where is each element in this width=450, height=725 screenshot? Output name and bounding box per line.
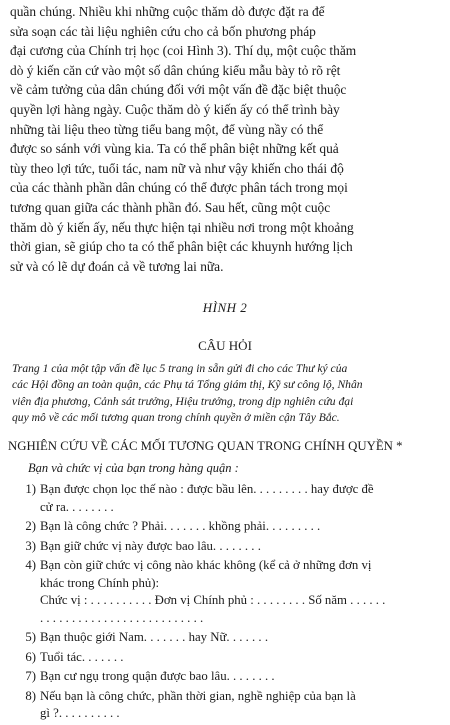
intro-line: viên địa phương, Cảnh sát trưởng, Hiệu trưởng, trong dịp nghiên cứu đại	[12, 394, 354, 408]
question-number: 1)	[25, 482, 36, 496]
paragraph-line: quyền lợi hàng ngày. Cuộc thăm dò ý kiến ấy có thể trình bày	[10, 101, 340, 117]
question-number: 7)	[25, 669, 36, 683]
intro-line: Trang 1 của một tập vấn đề lục 5 trang in sẵn gửi đi cho các Thư ký của	[12, 362, 348, 375]
questionnaire-title: CÂU HỎI	[198, 338, 252, 353]
question-item	[10, 518, 442, 536]
question-number: 4)	[25, 558, 36, 572]
question-item	[10, 688, 442, 723]
question-item	[10, 557, 442, 627]
question-text: Bạn còn giữ chức vị công nào khác không (kể cả ở những đơn vị	[40, 558, 372, 572]
paragraph-line: sử và có lẽ dự đoán cả về tương lai nữa.	[10, 258, 224, 274]
question-text: gì ?. . . . . . . . . .	[40, 706, 120, 720]
question-text: Nếu bạn là công chức, phần thời gian, nghề nghiệp của bạn là	[40, 688, 356, 703]
paragraph-line: tương quan giữa các thành phần đó. Sau hết, cũng một cuộc	[10, 199, 331, 215]
question-number: 8)	[25, 688, 36, 703]
paragraph-line: về cảm tưởng của dân chúng đối với một vấn đề đặc biệt thuộc	[10, 82, 347, 98]
section-subheading: Bạn và chức vị của bạn trong hàng quận :	[28, 461, 239, 475]
figure-title: HÌNH 2	[202, 300, 248, 315]
paragraph-line: quần chúng. Nhiều khi những cuộc thăm dò được đặt ra để	[10, 4, 325, 19]
section-heading: NGHIÊN CỨU VỀ CÁC MỐI TƯƠNG QUAN TRONG CHÍNH QUYỀN *	[8, 439, 403, 453]
question-number: 2)	[25, 519, 36, 533]
paragraph-line: dò ý kiến căn cứ vào một số dân chúng kiểu mẫu bày tỏ rõ rệt	[10, 62, 341, 78]
intro-line: các Hội đồng an toàn quận, các Phụ tá Tổng giám thị, Kỹ sư công lộ, Nhân	[12, 378, 363, 392]
question-text: Bạn cư ngụ trong quận được bao lâu. . . . . . . .	[40, 669, 275, 683]
paragraph-line: của các thành phần dân chúng có thể được phân tách trong mọi	[10, 180, 348, 196]
question-text: Bạn giữ chức vị này được bao lâu. . . . . . . .	[40, 538, 261, 553]
question-text: Bạn được chọn lọc thế nào : được bầu lên. . . . . . . . . hay được đề	[40, 482, 374, 496]
question-item	[10, 668, 442, 686]
question-text: Chức vị : . . . . . . . . . . Đơn vị Chính phủ : . . . . . . . . Số năm . . . . . .	[40, 593, 386, 607]
intro-line: quy mô về các mối tương quan trong chính quyền ở miền cận Tây Bắc.	[12, 410, 340, 424]
paragraph-line: đại cương của Chính trị học (coi Hình 3). Thí dụ, một cuộc thăm	[10, 43, 357, 59]
question-text: Tuổi tác. . . . . . .	[40, 649, 124, 664]
question-text: Bạn thuộc giới Nam. . . . . . . hay Nữ. . . . . . .	[40, 630, 269, 644]
question-item	[10, 649, 442, 667]
paragraph-line: thăm dò ý kiến ấy, nếu thực hiện tại nhiều nơi trong một khoảng	[10, 219, 354, 235]
intro-paragraph	[12, 361, 438, 426]
question-item	[10, 629, 442, 647]
paragraph-line: được so sánh với vùng kia. Ta có thể phân biệt những kết quả	[10, 141, 339, 157]
paragraph-line: tùy theo lợi tức, tuổi tác, nam nữ và như vậy khiến cho thái độ	[10, 160, 344, 176]
question-item	[10, 481, 442, 516]
question-number: 3)	[25, 538, 36, 553]
question-number: 6)	[25, 649, 36, 664]
question-text: . . . . . . . . . . . . . . . . . . . . . . . . . .	[40, 610, 204, 625]
question-text: Bạn là công chức ? Phải. . . . . . . khồng phải. . . . . . . . .	[40, 519, 321, 533]
question-item	[10, 538, 442, 556]
question-list	[10, 481, 442, 725]
paragraph-line: thời gian, sẽ giúp cho ta có thể phân biệt các khuynh hướng lịch	[10, 239, 353, 255]
body-paragraph	[10, 2, 438, 276]
question-text: khác trong Chính phủ):	[40, 575, 160, 590]
question-text: cử ra. . . . . . . .	[40, 499, 114, 514]
question-number: 5)	[25, 630, 36, 644]
paragraph-line: sửa soạn các tài liệu nghiên cứu cho cả bốn phương pháp	[10, 23, 316, 39]
paragraph-line: những tài liệu theo từng tiểu bang một, để vùng nầy có thể	[10, 121, 324, 137]
